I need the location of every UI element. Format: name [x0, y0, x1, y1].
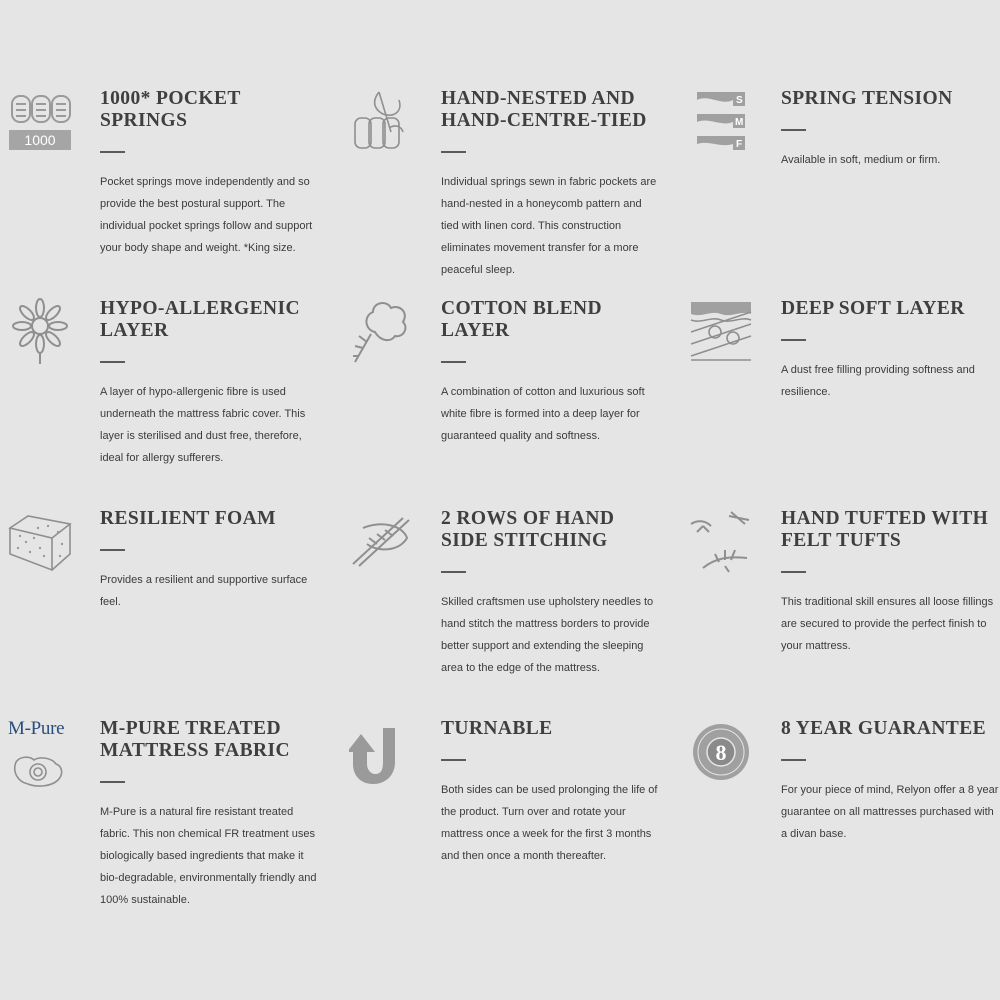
feature-resilient-foam [8, 508, 308, 728]
feature-turnable [349, 718, 658, 938]
title-divider [100, 361, 125, 363]
title-divider [441, 571, 466, 573]
soft-layer-icon [689, 298, 759, 368]
feature-description: For your piece of mind, Relyon offer a 8 year guarantee on all mattresses purchased with a divan base. [781, 784, 999, 840]
feature-title: HAND-NESTED AND HAND-CENTRE-TIED [441, 88, 647, 131]
feature-spring-tension [689, 88, 989, 308]
feature-description: Provides a resilient and supportive surface feel. [100, 574, 308, 608]
feature-title: HAND TUFTED WITH FELT TUFTS [781, 508, 989, 551]
svg-text:8: 8 [715, 740, 727, 765]
feature-title: TURNABLE [441, 718, 553, 739]
feature-description: A combination of cotton and luxurious soft white fibre is formed into a deep layer for guaranteed quality and softness. [441, 386, 645, 442]
svg-text:M: M [735, 117, 744, 128]
feature-title: SPRING TENSION [781, 88, 953, 109]
feature-side-stitching [349, 508, 654, 728]
feature-description: Pocket springs move independently and so provide the best postural support. The individual pocket springs follow and support your body shape and weight. *King size. [100, 176, 313, 254]
feature-pocket-springs [8, 88, 313, 308]
spring-tension-icon [689, 88, 759, 158]
feature-title: 8 YEAR GUARANTEE [781, 718, 987, 739]
feature-title: DEEP SOFT LAYER [781, 298, 965, 319]
feature-description: Both sides can be used prolonging the life of the product. Turn over and rotate your mattress once a week for the first 3 months and then once a month thereafter. [441, 784, 658, 862]
feature-hand-nested [349, 88, 657, 308]
feature-description: This traditional skill ensures all loose fillings are secured to provide the perfect finish to your mattress. [781, 596, 994, 652]
svg-text:S: S [736, 95, 743, 106]
feature-title: HYPO-ALLERGENIC LAYER [100, 298, 300, 341]
pocket-springs-icon [8, 88, 78, 158]
feature-m-pure [8, 718, 317, 938]
feature-title: 1000* POCKET SPRINGS [100, 88, 241, 131]
feature-title: RESILIENT FOAM [100, 508, 276, 529]
flower-icon [8, 298, 78, 368]
foam-icon [8, 508, 78, 578]
title-divider [100, 781, 125, 783]
cotton-icon [349, 298, 419, 368]
svg-text:F: F [736, 139, 743, 150]
title-divider [100, 549, 125, 551]
feature-title: COTTON BLEND LAYER [441, 298, 603, 341]
feature-title: M-PURE TREATED MATTRESS FABRIC [100, 718, 291, 761]
feature-description: Individual springs sewn in fabric pockets are hand-nested in a honeycomb pattern and tied with linen cord. This construction eliminates movement transfer for a more peaceful sleep. [441, 176, 657, 276]
feature-cotton-blend [349, 298, 649, 518]
title-divider [100, 151, 125, 153]
m-pure-logo: M-Pure [8, 718, 65, 739]
guarantee-badge-icon [689, 718, 759, 788]
needle-thread-icon [349, 88, 419, 158]
side-stitching-icon [349, 508, 419, 578]
felt-tufts-icon [689, 508, 759, 578]
title-divider [781, 759, 806, 761]
feature-description: Skilled craftsmen use upholstery needles to hand stitch the mattress borders to provide better support and extending the sleeping area to the edge of the mattress. [441, 596, 654, 674]
title-divider [781, 571, 806, 573]
turn-arrow-icon [349, 718, 419, 788]
feature-description: A dust free filling providing softness and resilience. [781, 364, 975, 398]
feature-description: Available in soft, medium or firm. [781, 154, 941, 166]
feature-guarantee [689, 718, 999, 938]
title-divider [781, 129, 806, 131]
title-divider [441, 151, 466, 153]
m-pure-icon [8, 718, 78, 788]
title-divider [441, 759, 466, 761]
title-divider [441, 361, 466, 363]
feature-description: M-Pure is a natural fire resistant treated fabric. This non chemical FR treatment uses biologically based ingredients that make it bio-degradable, environmentally friendly and 100% sustainable. [100, 806, 317, 906]
feature-title: 2 ROWS OF HAND SIDE STITCHING [441, 508, 615, 551]
feature-description: A layer of hypo-allergenic fibre is used underneath the mattress fabric cover. This layer is sterilised and dust free, therefore, ideal for allergy sufferers. [100, 386, 306, 464]
title-divider [781, 339, 806, 341]
svg-text:1000: 1000 [24, 132, 56, 148]
feature-deep-soft-layer [689, 298, 989, 518]
feature-hypo-allergenic [8, 298, 308, 518]
feature-felt-tufts [689, 508, 994, 728]
